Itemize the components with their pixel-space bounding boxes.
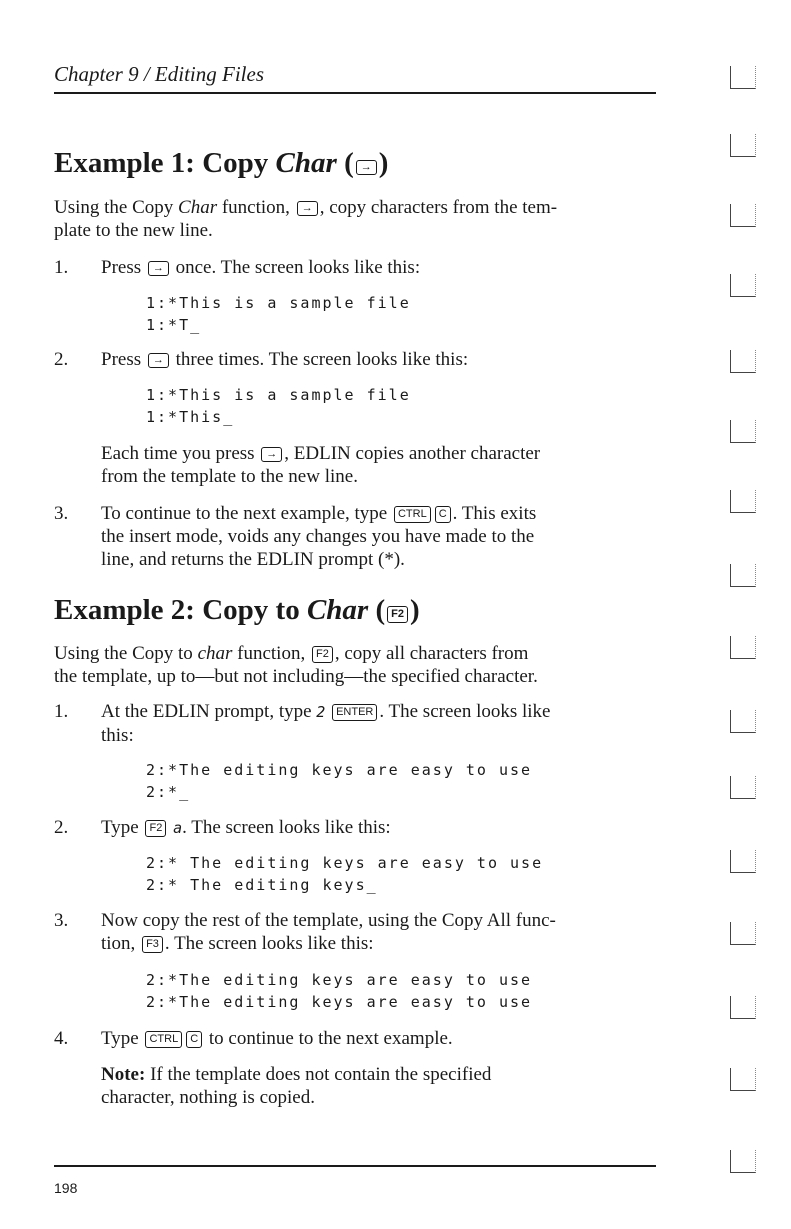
right-arrow-key-icon: →	[148, 261, 169, 276]
example1-step3	[101, 502, 656, 571]
text: line, and returns the EDLIN prompt (*).	[101, 549, 405, 570]
text: . The screen looks like	[379, 701, 551, 722]
right-arrow-key-icon: →	[148, 353, 169, 368]
binding-mark	[730, 134, 756, 157]
binding-mark	[730, 564, 756, 587]
step-number: 2.	[54, 349, 69, 370]
f3-key-icon: F3	[142, 936, 163, 953]
text: function,	[232, 643, 310, 664]
example1-title-text: Example 1: Copy	[54, 147, 276, 179]
text: . This exits	[452, 503, 537, 524]
running-head: Chapter 9 / Editing Files	[54, 62, 264, 86]
text: from the template to the new line.	[101, 466, 358, 487]
text: Each time you press	[101, 443, 260, 464]
step-number: 3.	[54, 503, 69, 524]
text: At the EDLIN prompt, type	[101, 701, 317, 722]
screen-output	[146, 969, 532, 1013]
example2-intro	[54, 642, 656, 688]
text: function,	[217, 197, 295, 218]
example1-step2	[101, 348, 656, 371]
example2-step4	[101, 1027, 656, 1050]
typed-text: a	[173, 819, 183, 837]
text: Type	[101, 817, 144, 838]
f2-key-icon: F2	[145, 820, 166, 837]
example2-title-char: Char	[306, 594, 369, 626]
text: plate to the new line.	[54, 220, 213, 241]
code-line: 1:*This_	[146, 408, 235, 426]
example2-title-text: Example 2: Copy to	[54, 594, 307, 626]
binding-mark	[730, 710, 756, 733]
example2-step2	[101, 816, 656, 840]
note-label: Note:	[101, 1064, 146, 1085]
text: the insert mode, voids any changes you have made to the	[101, 526, 535, 547]
example1-title-char: Char	[275, 147, 337, 179]
binding-mark	[730, 204, 756, 227]
text: Press	[101, 349, 146, 370]
step-number: 1.	[54, 701, 69, 722]
code-line: 2:* The editing keys are easy to use	[146, 854, 544, 872]
example2-heading: Example 2: Copy to Char ( F2 )	[54, 594, 420, 626]
text: . The screen looks like this:	[164, 933, 374, 954]
text: character, nothing is copied.	[101, 1087, 315, 1108]
text: Using the Copy	[54, 197, 179, 218]
f2-key-icon: F2	[312, 646, 333, 663]
text: If the template does not contain the specified	[145, 1064, 492, 1085]
binding-mark	[730, 420, 756, 443]
binding-mark	[730, 922, 756, 945]
binding-mark	[730, 1150, 756, 1173]
example1-heading: Example 1: Copy Char ( → )	[54, 147, 389, 179]
note	[101, 1063, 656, 1109]
right-arrow-key-icon: →	[261, 447, 282, 462]
footer-rule	[54, 1165, 656, 1167]
text: Type	[101, 1028, 144, 1049]
binding-mark	[730, 850, 756, 873]
right-arrow-key-icon: →	[297, 201, 318, 216]
text: To continue to the next example, type	[101, 503, 392, 524]
text: char	[197, 643, 233, 664]
text: to continue to the next example.	[204, 1028, 453, 1049]
text: , copy all characters from	[334, 643, 529, 664]
binding-mark	[730, 776, 756, 799]
c-key-icon: C	[435, 506, 451, 523]
step-number: 4.	[54, 1028, 69, 1049]
example2-step1	[101, 700, 656, 747]
screen-output	[146, 292, 411, 336]
binding-mark	[730, 350, 756, 373]
text: Using the Copy to	[54, 643, 198, 664]
text: tion,	[101, 933, 141, 954]
code-line: 2:*_	[146, 783, 191, 801]
step-number: 3.	[54, 910, 69, 931]
f2-key-icon: F2	[387, 606, 408, 623]
binding-mark	[730, 1068, 756, 1091]
screen-output	[146, 852, 543, 896]
typed-text: 2	[316, 703, 326, 721]
example1-intro	[54, 196, 656, 242]
text: , EDLIN copies another character	[284, 443, 541, 464]
step-number: 1.	[54, 257, 69, 278]
text: . The screen looks like this:	[182, 817, 391, 838]
example1-step1	[101, 256, 656, 279]
enter-key-icon: ENTER	[332, 704, 377, 721]
text: once. The screen looks like this:	[170, 257, 421, 278]
text: the template, up to—but not including—the specified character.	[54, 666, 538, 687]
text: this:	[101, 725, 134, 746]
code-line: 2:*The editing keys are easy to use	[146, 993, 533, 1011]
binding-mark	[730, 636, 756, 659]
header-rule	[54, 92, 656, 94]
code-line: 2:* The editing keys_	[146, 876, 378, 894]
text: three times. The screen looks like this:	[170, 349, 469, 370]
example2-step3	[101, 909, 656, 955]
screen-output	[146, 759, 532, 803]
ctrl-key-icon: CTRL	[145, 1031, 182, 1048]
code-line: 1:*T_	[146, 316, 202, 334]
code-line: 1:*This is a sample file	[146, 386, 411, 404]
binding-mark	[730, 66, 756, 89]
binding-mark	[730, 274, 756, 297]
right-arrow-key-icon: →	[356, 160, 377, 175]
step-number: 2.	[54, 817, 69, 838]
code-line: 1:*This is a sample file	[146, 294, 411, 312]
text: Press	[101, 257, 146, 278]
code-line: 2:*The editing keys are easy to use	[146, 761, 533, 779]
example1-step2-followup	[101, 442, 656, 488]
screen-output	[146, 384, 411, 428]
c-key-icon: C	[186, 1031, 202, 1048]
text: Char	[178, 197, 218, 218]
code-line: 2:*The editing keys are easy to use	[146, 971, 533, 989]
binding-mark	[730, 996, 756, 1019]
page-number: 198	[54, 1180, 78, 1196]
text: Now copy the rest of the template, using the Copy All func-	[101, 910, 556, 931]
ctrl-key-icon: CTRL	[394, 506, 431, 523]
text: , copy characters from the tem-	[319, 197, 558, 218]
binding-mark	[730, 490, 756, 513]
